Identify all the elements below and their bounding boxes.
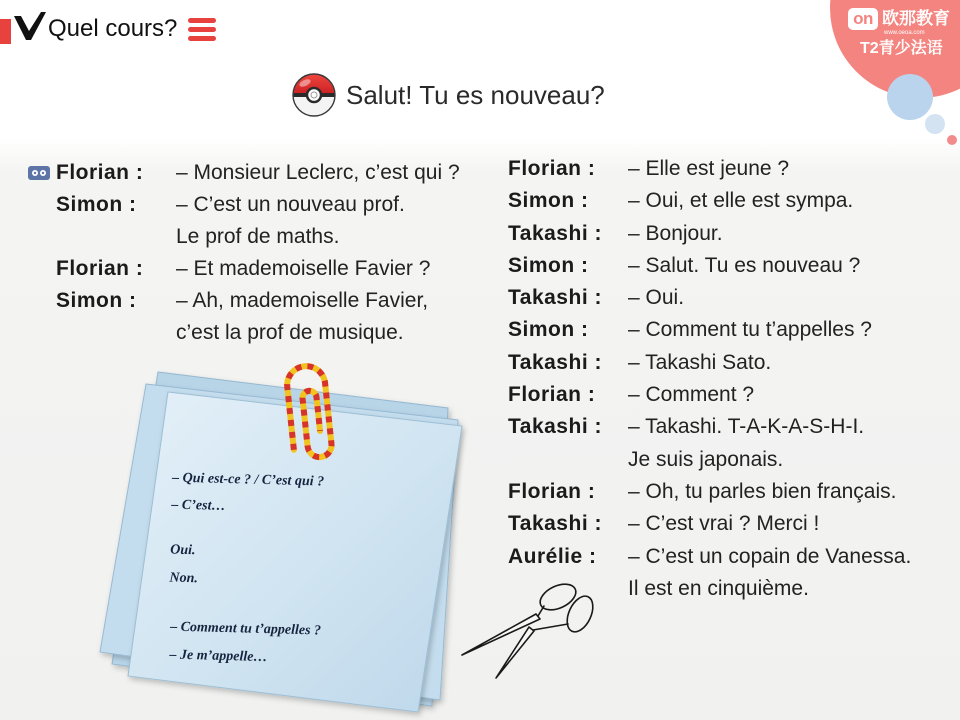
note-line: – Qui est-ce ? / C’est qui ? [171,470,325,490]
dialogue-line: Il est en cinquième. [628,576,809,600]
dialogue-column-right [508,153,928,605]
dialogue-row [508,250,928,282]
menu-icon[interactable] [186,15,218,45]
dialogue-row [508,411,928,443]
logo-url: www.oeoa.com [884,30,925,36]
speaker-name: Simon : [508,318,589,342]
dialogue-line: – Bonjour. [628,221,723,245]
dialogue-line: – Salut. Tu es nouveau ? [628,253,861,277]
speaker-name: Florian : [508,383,596,407]
dialogue-line: – Takashi Sato. [628,350,772,374]
dialogue-line: Le prof de maths. [176,225,340,248]
dialogue-row [508,185,928,217]
dialogue-line: – Takashi. T-A-K-A-S-H-I. [628,415,865,439]
note-line: – Je m’appelle… [169,647,268,666]
dialogue-row [508,573,928,605]
audio-icon [28,166,50,180]
logo-course: T2青少法语 [860,40,943,57]
note-line: Oui. [170,542,196,559]
speaker-name: Takashi : [508,512,602,536]
note-line: – C’est… [171,497,226,514]
dialogue-line: Je suis japonais. [628,447,784,471]
dialogue-row [508,476,928,508]
dialogue-row [508,444,928,476]
dialogue-row [508,218,928,250]
speaker-name: Florian : [508,157,596,180]
dialogue-row [508,508,928,540]
dialogue-row [508,282,928,314]
dialogue-row [508,314,928,346]
speaker-name: Simon : [56,193,137,216]
logo-mark: on [848,8,878,30]
checkmark-icon [14,12,46,40]
speaker-name: Simon : [56,289,137,312]
speaker-name: Aurélie : [508,544,597,568]
speaker-name: Florian : [56,257,144,280]
note-card-text [166,0,445,720]
note-line: – Comment tu t’appelles ? [169,619,322,639]
dialogue-line: – Ah, mademoiselle Favier, [176,289,429,312]
speaker-name: Takashi : [508,286,602,310]
dialogue-row [508,153,928,185]
logo-brand: 欧那教育 [882,9,950,28]
dialogue-line: – C’est vrai ? Merci ! [628,512,820,536]
header-accent-bar [0,19,11,44]
dialogue-line: – Et mademoiselle Favier ? [176,257,431,280]
dialogue-line: – Oh, tu parles bien français. [628,479,897,503]
note-line: Non. [169,570,199,587]
speaker-name: Simon : [508,253,589,277]
speaker-name: Takashi : [508,221,602,245]
slide-title: Salut! Tu es nouveau? [346,80,605,110]
dialogue-row [508,347,928,379]
decor-bubble-large [887,74,933,120]
dialogue-row [508,379,928,411]
decor-bubble-small [925,114,945,134]
dialogue-line: c’est la prof de musique. [176,321,404,344]
speaker-name: Takashi : [508,350,602,374]
dialogue-row [508,541,928,573]
dialogue-line: – Elle est jeune ? [628,157,790,180]
speaker-name: Simon : [508,189,589,213]
speaker-name: Florian : [508,479,596,503]
dialogue-line: – Oui, et elle est sympa. [628,189,854,213]
dialogue-line: – Monsieur Leclerc, c’est qui ? [176,161,460,184]
dialogue-line: – Oui. [628,286,685,310]
speaker-name: Takashi : [508,415,602,439]
dialogue-line: – C’est un copain de Vanessa. [628,544,912,568]
dialogue-line: – Comment tu t’appelles ? [628,318,872,342]
header-title: Quel cours? [48,15,178,42]
dialogue-line: – Comment ? [628,383,755,407]
decor-dot-pink [947,135,957,145]
speaker-name: Florian : [56,161,144,184]
dialogue-line: – C’est un nouveau prof. [176,193,405,216]
